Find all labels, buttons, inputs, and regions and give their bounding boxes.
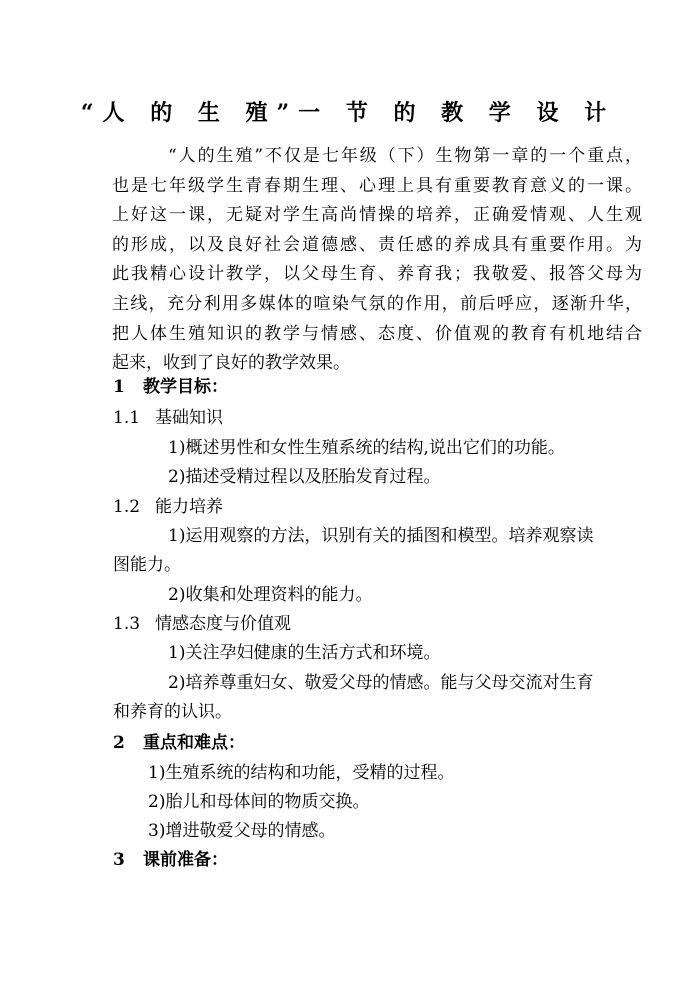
section-title: 课前准备：	[143, 850, 228, 870]
list-item: 1)概述男性和女性生殖系统的结构,说出它们的功能。	[168, 438, 565, 458]
list-item: 2)培养尊重妇女、敬爱父母的情感。能与父母交流对生育	[168, 673, 594, 693]
intro-paragraph	[112, 142, 642, 379]
subsection-title: 能力培养	[155, 497, 223, 517]
section-3-heading	[113, 848, 228, 872]
list-item: 2)收集和处理资料的能力。	[168, 585, 373, 605]
section-number: 1	[113, 377, 125, 397]
subsection-1-1-heading	[113, 406, 223, 430]
subsection-number: 1.1	[113, 408, 141, 428]
section-number: 2	[113, 733, 125, 753]
intro-line: 上好这一课，无疑对学生高尚情操的培养，正确爱情观、人生观	[112, 205, 642, 226]
intro-line: 起来，收到了良好的教学效果。	[112, 353, 350, 374]
intro-line: “人的生殖”不仅是七年级（下）生物第一章的一个重点，	[168, 146, 642, 166]
subsection-title: 情感态度与价值观	[155, 614, 291, 634]
list-item: 2)描述受精过程以及胚胎发育过程。	[168, 467, 441, 487]
list-item: 3)增进敬爱父母的情感。	[148, 821, 336, 841]
section-title: 重点和难点：	[143, 733, 245, 753]
intro-line: 的形成，以及良好社会道德感、责任感的养成具有重要作用。为	[112, 234, 642, 255]
section-2-heading	[113, 731, 245, 755]
section-number: 3	[113, 850, 125, 870]
intro-line: 主线，充分利用多媒体的喧染气氛的作用，前后呼应，逐渐升华，	[112, 293, 642, 314]
intro-line: 此我精心设计教学，以父母生育、养育我；我敬爱、报答父母为	[112, 264, 642, 285]
list-item: 1)生殖系统的结构和功能，受精的过程。	[148, 763, 455, 783]
section-1-heading	[113, 375, 228, 399]
list-item-continuation: 和养育的认识。	[113, 702, 232, 722]
subsection-title: 基础知识	[155, 408, 223, 428]
subsection-1-3-heading	[113, 612, 291, 636]
list-item-continuation: 图能力。	[113, 555, 181, 575]
list-item: 2)胎儿和母体间的物质交换。	[148, 792, 370, 812]
document-title: “人 的 生 殖”一 节 的 教 学 设 计	[80, 100, 616, 126]
subsection-number: 1.3	[113, 614, 141, 634]
intro-line: 也是七年级学生青春期生理、心理上具有重要教育意义的一课。	[112, 175, 642, 196]
section-title: 教学目标：	[143, 377, 228, 397]
subsection-number: 1.2	[113, 497, 141, 517]
intro-line: 把人体生殖知识的教学与情感、态度、价值观的教育有机地结合	[112, 323, 642, 344]
list-item: 1)运用观察的方法，识别有关的插图和模型。培养观察读	[168, 526, 594, 546]
subsection-1-2-heading	[113, 495, 223, 519]
list-item: 1)关注孕妇健康的生活方式和环境。	[168, 643, 441, 663]
